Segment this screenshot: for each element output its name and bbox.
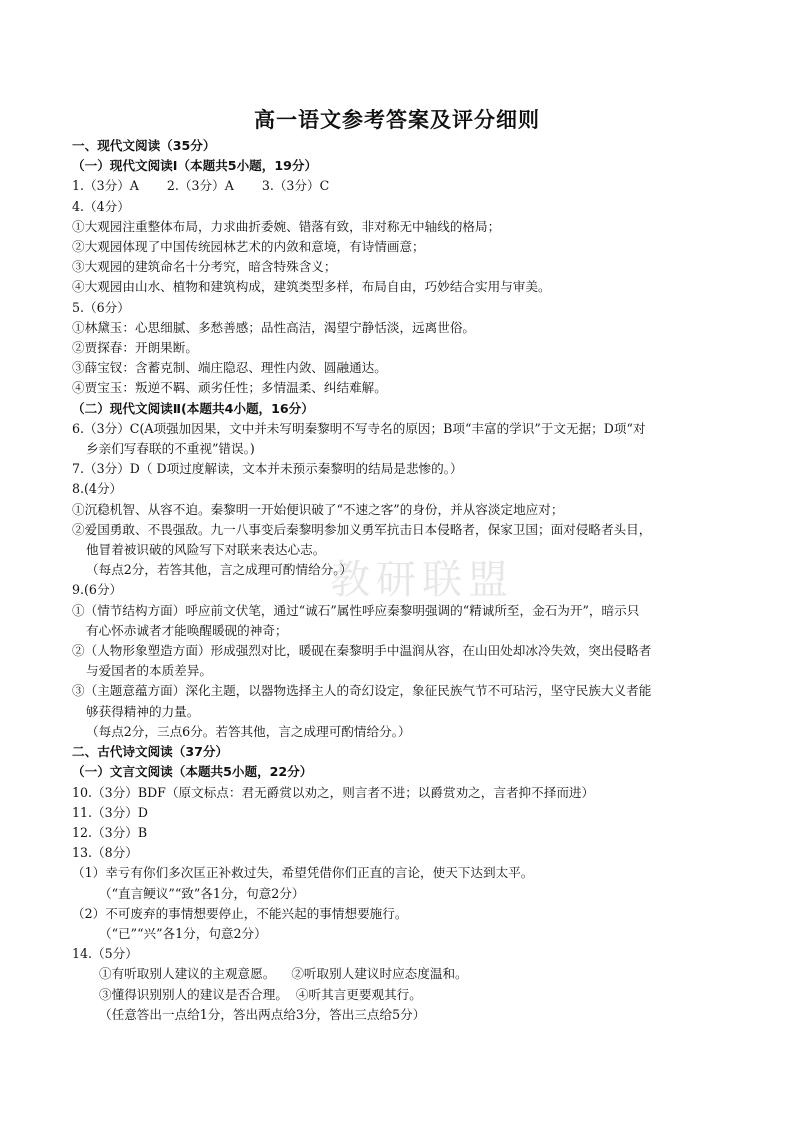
q4-point-1: ①大观园注重整体布局，力求曲折委婉、错落有致，非对称无中轴线的格局； [72,218,501,234]
q14-scoring-note: （任意答出一点给1分，答出两点给3分，答出三点给5分） [99,1006,426,1022]
answer-q12: 12.（3分）B [72,824,148,840]
content-body [72,136,732,1025]
watermark: 教研联盟 [330,557,514,603]
q13-part-1-note: （“直言鲠议”“致”各1分，句意2分） [99,885,305,901]
question-4-head: 4.（4分） [72,198,130,214]
q4-point-2: ②大观园体现了中国传统园林艺术的内敛和意境，有诗情画意； [72,239,425,255]
page-title: 高一语文参考答案及评分细则 [254,108,540,132]
q14-point-1: ①有听取别人建议的主观意愿。 [99,966,276,982]
q9-scoring-note: （每点2分，三点6分。若答其他，言之成理可酌情给分。） [86,723,411,739]
answers-q1-q3 [72,176,732,196]
q8-scoring-note: （每点2分，若答其他，言之成理可酌情给分。） [86,562,353,578]
q6-line-2: 乡亲们写春联的不重视”错误。) [86,441,255,457]
q4-point-4: ④大观园由山水、植物和建筑构成，建筑类型多样，布局自由，巧妙结合实用与审美。 [72,279,551,295]
answer-q7: 7.（3分）D（ D项过度解读，文本并未预示秦黎明的结局是悲惨的。） [72,461,463,477]
question-5-head: 5.（6分） [72,299,130,315]
q9-point-2-cont: 与爱国者的本质差异。 [86,663,212,679]
q14-row-2 [72,985,732,1005]
question-13-head: 13.（8分） [72,845,138,861]
q5-point-3: ③薛宝钗：含蓄克制、端庄隐忍、理性内敛、圆融通达。 [72,360,387,376]
q9-point-2: ②（人物形象塑造方面）形成强烈对比，暖砚在秦黎明手中温润从容，在山田处却冰冷失效，突出侵略者 [72,643,652,659]
q5-point-1: ①林黛玉：心思细腻、多愁善感；品性高洁，渴望宁静恬淡，远离世俗。 [72,319,475,335]
q9-point-3-cont: 够获得精神的力量。 [86,703,200,719]
question-9-head: 9.(6分） [72,582,123,598]
answer-q10: 10.（3分）BDF（原文标点：君无爵赏以劝之，则言者不进；以爵赏劝之，言者抑不择而进） [72,784,595,800]
q13-part-2: （2）不可废弃的事情想要停止，不能兴起的事情想要施行。 [72,905,408,921]
q13-part-2-note: （“已”“兴”各1分，句意2分） [99,925,267,941]
q5-point-4: ④贾宝玉：叛逆不羁、顽劣任性；多情温柔、纠结难解。 [72,380,387,396]
q14-point-2: ②听取别人建议时应态度温和。 [291,966,468,982]
q6-line-1: 6.（3分）C(A项强加因果，文中并未写明秦黎明不写寺名的原因；B项“丰富的学识”于文无据；D项“对 [72,420,646,436]
q9-point-1: ①（情节结构方面）呼应前文伏笔，通过“诚石”属性呼应秦黎明强调的“精诚所至，金石为开”，暗示只 [72,602,640,618]
q8-point-2: ②爱国勇敢、不畏强敌。九一八事变后秦黎明参加义勇军抗击日本侵略者，保家卫国；面对侵略者头目， [72,521,652,537]
question-8-head: 8.(4分） [72,481,123,497]
answer-q1: 1.（3分）A [72,178,139,194]
section-2-heading: 二、古代诗文阅读（37分） [72,744,229,760]
subsection-1-1-heading: （一）现代文阅读Ⅰ（本题共5小题，19分） [72,158,318,174]
q4-point-3: ③大观园的建筑命名十分考究，暗含特殊含义； [72,259,337,275]
q8-point-2-cont: 他冒着被识破的风险写下对联来表达心志。 [86,542,326,558]
q8-point-1: ①沉稳机智、从容不迫。秦黎明一开始便识破了“不速之客”的身份，并从容淡定地应对； [72,501,564,517]
q9-point-3: ③（主题意蕴方面）深化主题，以器物选择主人的奇幻设定，象征民族气节不可玷污，坚守民族大义者能 [72,683,652,699]
q14-point-4: ④听其言更要观其行。 [295,986,422,1002]
q5-point-2: ②贾探春：开朗果断。 [72,340,198,356]
q14-row-1 [72,964,732,984]
subsection-1-2-heading: （二）现代文阅读Ⅱ(本题共4小题，16分） [72,400,314,416]
q13-part-1: （1）幸亏有你们多次匡正补救过失，希望凭借你们正直的言论，使天下达到太平。 [72,865,534,881]
answer-q11: 11.（3分）D [72,804,148,820]
subsection-2-1-heading: （一）文言文阅读（本题共5小题，22分） [72,764,313,780]
question-14-head: 14.（5分） [72,946,138,962]
q9-point-1-cont: 有心怀赤诚者才能唤醒暖砚的神奇； [86,622,288,638]
q14-point-3: ③懂得识别别人的建议是否合理。 [99,986,288,1002]
section-1-heading: 一、现代文阅读（35分） [72,138,216,153]
answer-q3: 3.（3分）C [261,178,330,194]
answer-q2: 2.（3分）A [166,178,234,194]
